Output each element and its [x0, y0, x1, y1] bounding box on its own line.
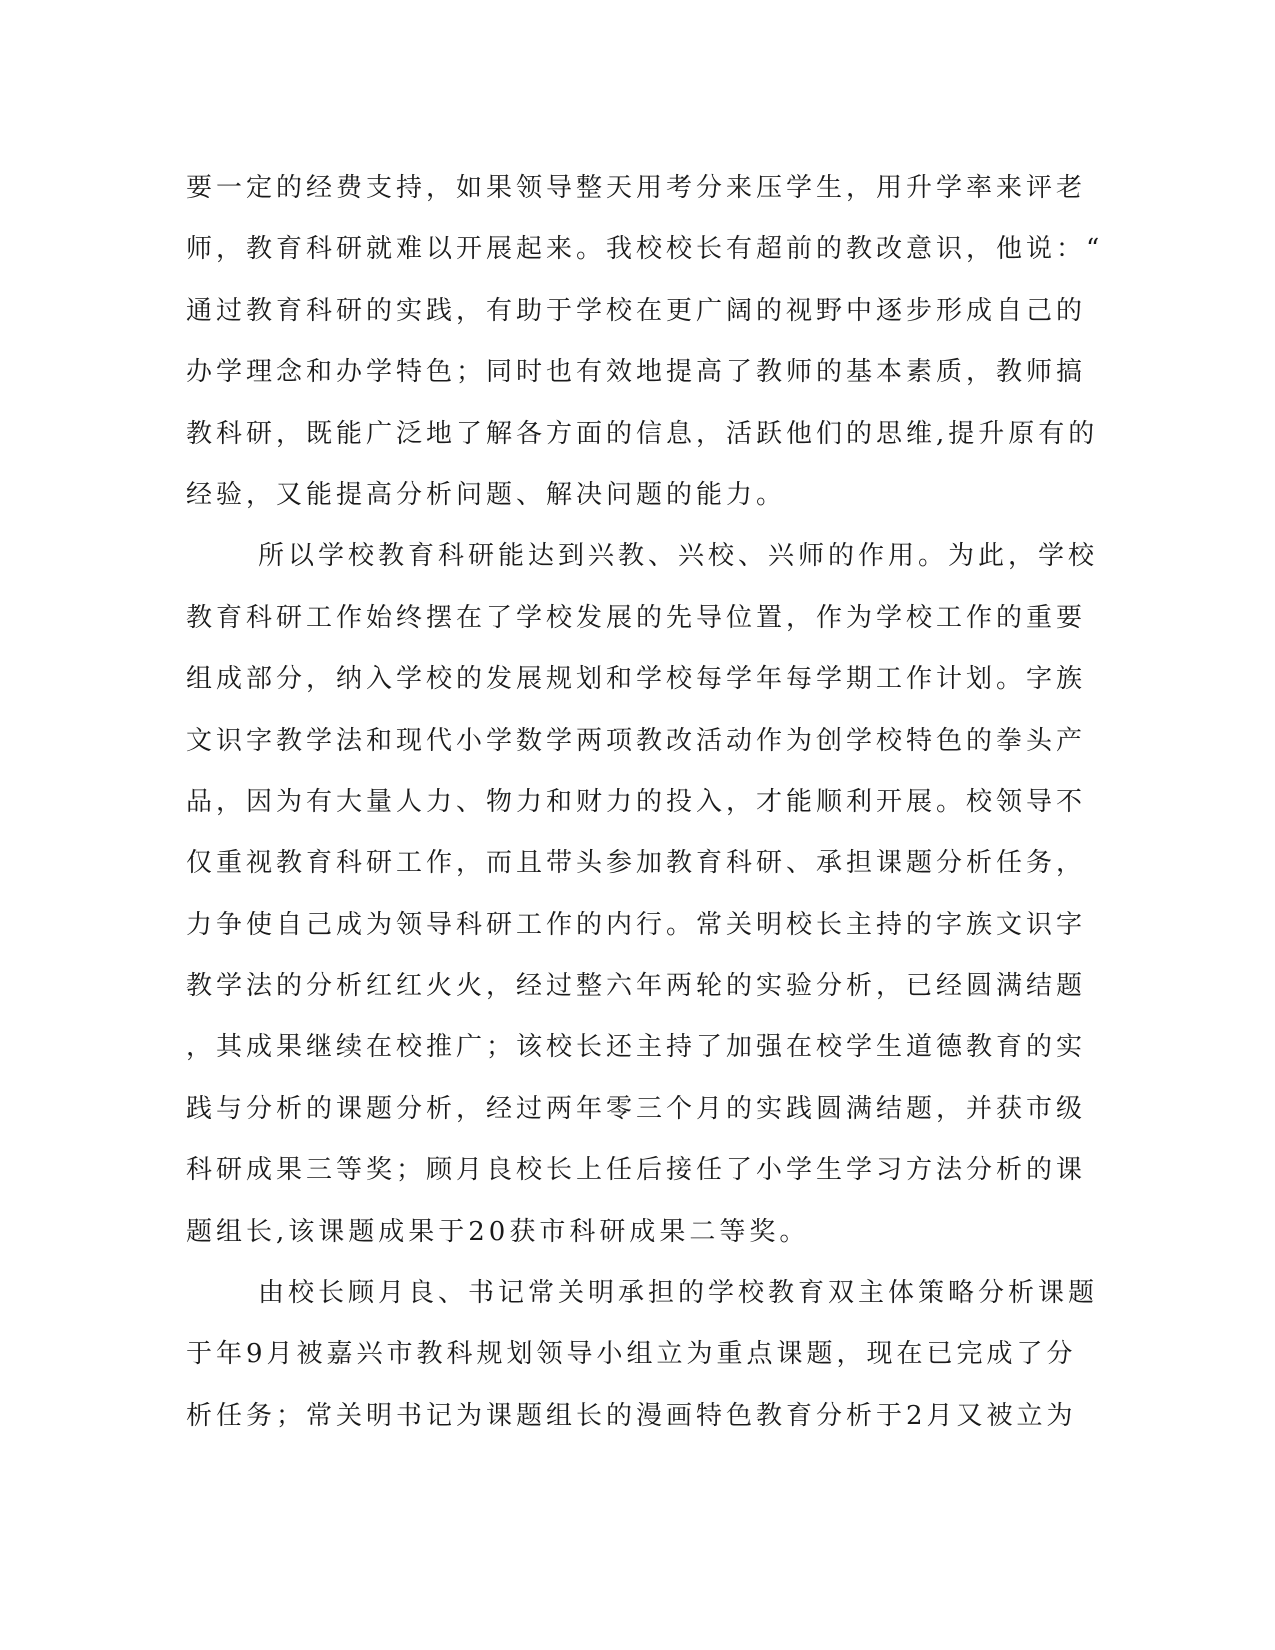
body-text [186, 158, 1104, 1447]
text-line: 通过教育科研的实践，有助于学校在更广阔的视野中逐步形成自己的 [186, 295, 1087, 326]
paragraph-start-line: 由校长顾月良、书记常关明承担的学校教育双主体策略分析课题 [258, 1278, 1099, 1309]
text-line: 教学法的分析红红火火，经过整六年两轮的实验分析，已经圆满结题 [186, 971, 1087, 1002]
text-line: 品，因为有大量人力、物力和财力的投入，才能顺利开展。校领导不 [186, 786, 1087, 817]
text-line: 办学理念和办学特色；同时也有效地提高了教师的基本素质，教师搞 [186, 357, 1087, 388]
text-line: 析任务；常关明书记为课题组长的漫画特色教育分析于2月又被立为 [186, 1400, 1077, 1431]
text-line: 教科研，既能广泛地了解各方面的信息，活跃他们的思维,提升原有的 [186, 418, 1099, 449]
text-line: 要一定的经费支持，如果领导整天用考分来压学生，用升学率来评老 [186, 173, 1087, 203]
text-line: 师，教育科研就难以开展起来。我校校长有超前的教改意识，他说：“ [186, 234, 1104, 265]
text-line: 践与分析的课题分析，经过两年零三个月的实践圆满结题，并获市级 [186, 1093, 1087, 1124]
text-line: 题组长,该课题成果于20获市科研成果二等奖。 [186, 1216, 810, 1247]
text-line: 仅重视教育科研工作，而且带头参加教育科研、承担课题分析任务， [186, 848, 1087, 879]
text-line: 文识字教学法和现代小学数学两项教改活动作为创学校特色的拳头产 [186, 725, 1087, 756]
text-line: 组成部分，纳入学校的发展规划和学校每学年每学期工作计划。字族 [186, 664, 1087, 695]
text-line: 教育科研工作始终摆在了学校发展的先导位置，作为学校工作的重要 [186, 602, 1087, 633]
text-line: 力争使自己成为领导科研工作的内行。常关明校长主持的字族文识字 [186, 909, 1087, 940]
text-line: 于年9月被嘉兴市教科规划领导小组立为重点课题，现在已完成了分 [186, 1339, 1077, 1370]
text-line: 经验，又能提高分析问题、解决问题的能力。 [186, 479, 787, 510]
paragraph-start-line: 所以学校教育科研能达到兴教、兴校、兴师的作用。为此，学校 [258, 541, 1099, 572]
text-line: ，其成果继续在校推广；该校长还主持了加强在校学生道德教育的实 [186, 1032, 1087, 1063]
text-line: 科研成果三等奖；顾月良校长上任后接任了小学生学习方法分析的课 [186, 1155, 1087, 1186]
